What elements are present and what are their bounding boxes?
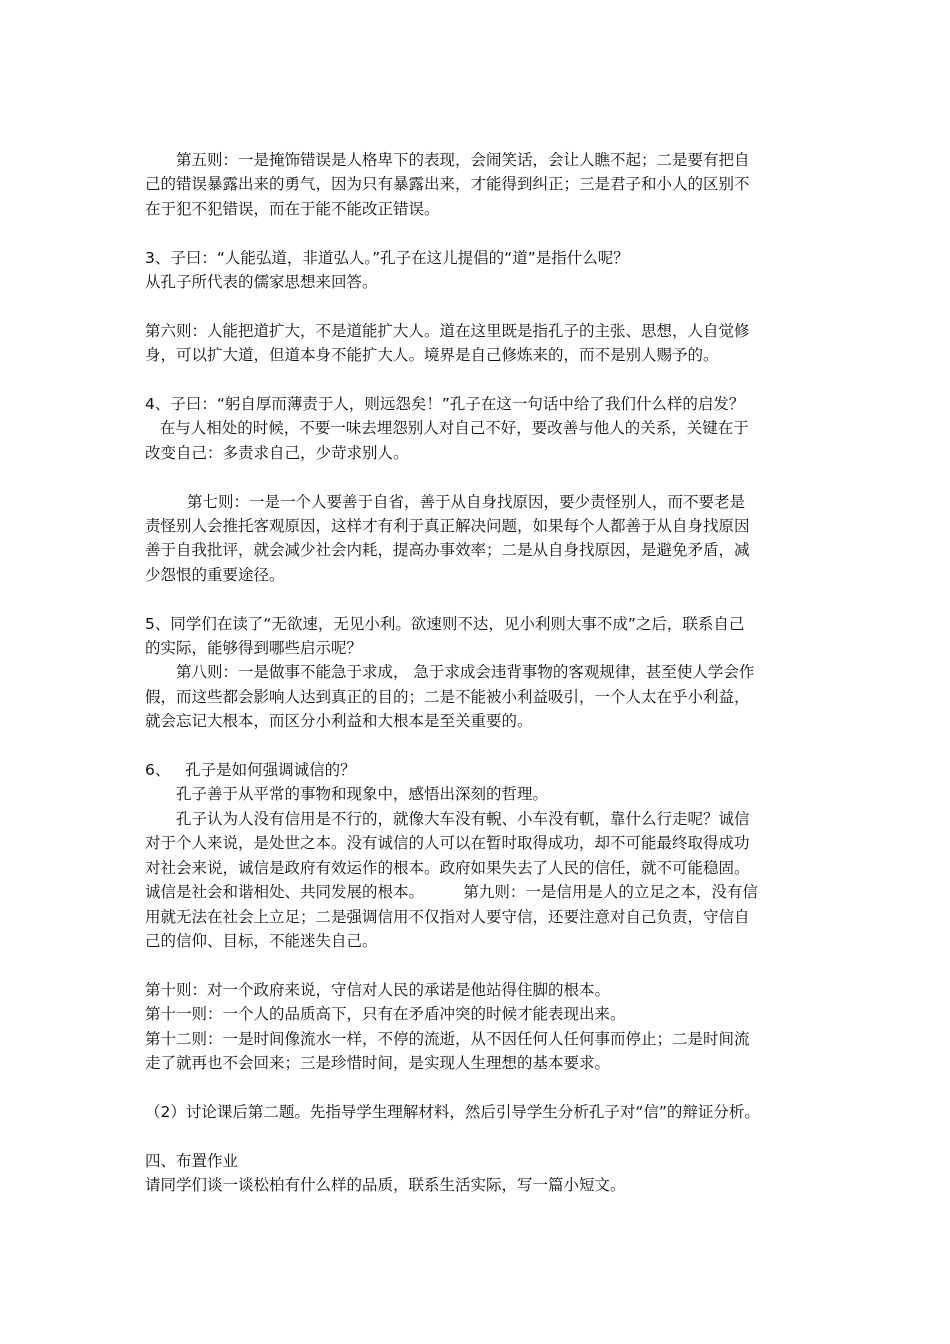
- text-line: 责怪别人会推托客观原因，这样才有利于真正解决问题，如果每个人都善于从自身找原因: [145, 517, 750, 536]
- text-line: 善于自我批评，就会减少社会内耗，提高办事效率；二是从自身找原因，是避免矛盾，减: [145, 541, 750, 560]
- text-line: 用就无法在社会上立足；二是强调信用不仅指对人要守信，还要注意对自己负责，守信自: [145, 907, 750, 926]
- text-line: 孔子善于从平常的事物和现象中，感悟出深刻的哲理。: [176, 785, 549, 804]
- text-line: 身，可以扩大道，但道本身不能扩大人。境界是自己修炼来的，而不是别人赐予的。: [145, 346, 719, 365]
- paragraph-eighth-rule: [145, 660, 817, 733]
- text-line: 3、子曰：“人能弘道，非道弘人。”孔子在这儿提倡的“道”是指什么呢？: [145, 248, 629, 267]
- question-6: [145, 758, 817, 953]
- paragraph-rules-10-12: [145, 978, 817, 1076]
- question-3: [145, 246, 817, 295]
- text-line: 第十一则：一个人的品质高下，只有在矛盾冲突的时候才能表现出来。: [145, 1005, 626, 1024]
- text-line: 对于个人来说，是处世之本。没有诚信的人可以在暂时取得成功，却不可能最终取得成功: [145, 834, 750, 853]
- text-line: 第六则：人能把道扩大，不是道能扩大人。道在这里既是指孔子的主张、思想，人自觉修: [145, 321, 750, 340]
- text-line: 孔子认为人没有信用是不行的，就像大车没有輗、小车没有軏，靠什么行走呢？诚信: [176, 809, 750, 828]
- text-line: 少怨恨的重要途径。: [145, 565, 285, 584]
- paragraph-sixth-rule: [145, 319, 817, 368]
- text-line: 第五则：一是掩饰错误是人格卑下的表现，会闹笑话，会让人瞧不起；二是要有把自: [176, 151, 750, 169]
- paragraph-seventh-rule: [145, 490, 817, 588]
- text-line: 从孔子所代表的儒家思想来回答。: [145, 273, 378, 292]
- text-line: 己的信仰、目标，不能迷失自己。: [145, 931, 378, 950]
- discussion-line: （2）讨论课后第二题。先指导学生理解材料，然后引导学生分析孔子对“信”的辩证分析。: [145, 1102, 760, 1121]
- text-line: 第十则：对一个政府来说，守信对人民的承诺是他站得住脚的根本。: [145, 980, 611, 999]
- text-line: 第七则：一是一个人要善于自省，善于从自身找原因，要少责怪别人，而不要老是: [187, 492, 746, 511]
- question-5: [145, 612, 817, 661]
- text-line: 第八则：一是做事不能急于求成， 急于求成会违背事物的客观规律，甚至使人学会作: [176, 663, 755, 682]
- text-line: 诚信是社会和谐相处、共同发展的根本。 第九则：一是信用是人的立足之本，没有信: [145, 883, 758, 902]
- document-page: [145, 148, 817, 1197]
- text-line: 第十二则：一是时间像流水一样，不停的流逝，从不因任何人任何事而停止；二是时间流: [145, 1029, 750, 1048]
- text-line: 对社会来说，诚信是政府有效运作的根本。政府如果失去了人民的信任，就不可能稳固。: [145, 858, 750, 877]
- text-line: 假，而这些都会影响人达到真正的目的；二是不能被小利益吸引，一个人太在乎小利益，: [145, 687, 750, 706]
- text-line: 走了就再也不会回来；三是珍惜时间，是实现人生理想的基本要求。: [145, 1053, 611, 1072]
- question-4: [145, 392, 817, 465]
- text-line: 己的错误暴露出来的勇气，因为只有暴露出来，才能得到纠正；三是君子和小人的区别不: [145, 175, 750, 194]
- text-line: 的实际，能够得到哪些启示呢？: [145, 639, 363, 658]
- homework-text: 请同学们谈一谈松柏有什么样的品质，联系生活实际，写一篇小短文。: [145, 1175, 626, 1194]
- text-line: 就会忘记大根本，而区分小利益和大根本是至关重要的。: [145, 712, 533, 731]
- text-line: 改变自己：多责求自己，少苛求别人。: [145, 443, 409, 462]
- section-heading-homework: 四、布置作业: [145, 1151, 239, 1170]
- text-line: 6、 孔子是如何强调诚信的？: [145, 761, 356, 780]
- text-line: 4、子曰：“躬自厚而薄责于人，则远怨矣！”孔子在这一句话中给了我们什么样的启发？: [145, 395, 745, 414]
- text-line: 5、同学们在读了“无欲速，无见小利。欲速则不达，见小利则大事不成”之后，联系自己: [145, 614, 745, 633]
- text-line: 在与人相处的时候，不要一味去埋怨别人对自己不好，要改善与他人的关系，关键在于: [145, 419, 749, 438]
- text-line: 在于犯不犯错误，而在于能不能改正错误。: [145, 199, 440, 218]
- paragraph-fifth-rule: [145, 148, 817, 221]
